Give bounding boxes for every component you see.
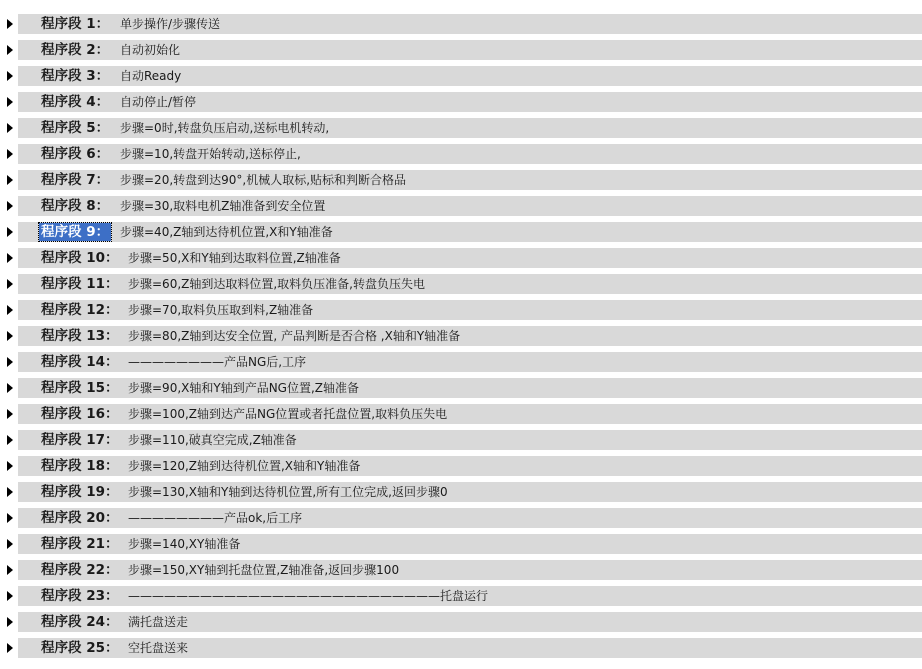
- expand-toggle[interactable]: [0, 326, 18, 346]
- expand-toggle[interactable]: [0, 300, 18, 320]
- network-label[interactable]: 程序段 21：: [41, 536, 119, 552]
- network-row[interactable]: [0, 378, 922, 398]
- network-row[interactable]: [0, 560, 922, 580]
- expand-toggle[interactable]: [0, 170, 18, 190]
- network-label[interactable]: 程序段 2：: [41, 42, 110, 58]
- network-label[interactable]: 程序段 20：: [41, 510, 119, 526]
- triangle-right-icon[interactable]: [7, 201, 13, 211]
- network-title[interactable]: 步骤=150,XY轴到托盘位置,Z轴准备,返回步骤100: [128, 563, 400, 577]
- network-title[interactable]: 步骤=80,Z轴到达安全位置, 产品判断是否合格 ,X轴和Y轴准备: [128, 329, 461, 343]
- expand-toggle[interactable]: [0, 118, 18, 138]
- network-row[interactable]: [0, 40, 922, 60]
- network-label[interactable]: 程序段 25：: [41, 640, 119, 656]
- network-header-bar[interactable]: [18, 196, 922, 216]
- triangle-right-icon[interactable]: [7, 643, 13, 653]
- network-label[interactable]: 程序段 17：: [41, 432, 119, 448]
- expand-toggle[interactable]: [0, 534, 18, 554]
- network-row[interactable]: [0, 326, 922, 346]
- network-header-bar[interactable]: [18, 352, 922, 372]
- expand-toggle[interactable]: [0, 40, 18, 60]
- triangle-right-icon[interactable]: [7, 123, 13, 133]
- network-title[interactable]: ————————产品ok,后工序: [128, 511, 303, 525]
- expand-toggle[interactable]: [0, 404, 18, 424]
- network-title[interactable]: 步骤=120,Z轴到达待机位置,X轴和Y轴准备: [128, 459, 361, 473]
- network-label[interactable]: 程序段 14：: [41, 354, 119, 370]
- network-title[interactable]: 步骤=90,X轴和Y轴到产品NG位置,Z轴准备: [128, 381, 360, 395]
- network-title[interactable]: 满托盘送走: [128, 615, 189, 629]
- network-row[interactable]: [0, 534, 922, 554]
- network-label[interactable]: 程序段 1：: [41, 16, 110, 32]
- network-row[interactable]: [0, 92, 922, 112]
- network-header-bar[interactable]: [18, 66, 922, 86]
- expand-toggle[interactable]: [0, 378, 18, 398]
- network-title[interactable]: 步骤=110,破真空完成,Z轴准备: [128, 433, 297, 447]
- triangle-right-icon[interactable]: [7, 539, 13, 549]
- network-title[interactable]: 单步操作/步骤传送: [120, 17, 221, 31]
- network-label[interactable]: 程序段 8：: [41, 198, 110, 214]
- network-title[interactable]: 步骤=60,Z轴到达取料位置,取料负压准备,转盘负压失电: [128, 277, 425, 291]
- network-title[interactable]: 空托盘送来: [128, 641, 189, 655]
- network-row[interactable]: [0, 274, 922, 294]
- triangle-right-icon[interactable]: [7, 513, 13, 523]
- network-header-bar[interactable]: [18, 248, 922, 268]
- network-header-bar[interactable]: [18, 326, 922, 346]
- expand-toggle[interactable]: [0, 274, 18, 294]
- network-header-bar[interactable]: [18, 144, 922, 164]
- network-label[interactable]: 程序段 23：: [41, 588, 119, 604]
- expand-toggle[interactable]: [0, 638, 18, 658]
- expand-toggle[interactable]: [0, 612, 18, 632]
- network-header-bar[interactable]: [18, 274, 922, 294]
- network-label[interactable]: 程序段 11：: [41, 276, 119, 292]
- network-title[interactable]: 自动停止/暂停: [120, 95, 197, 109]
- triangle-right-icon[interactable]: [7, 97, 13, 107]
- expand-toggle[interactable]: [0, 248, 18, 268]
- triangle-right-icon[interactable]: [7, 435, 13, 445]
- network-title[interactable]: 步骤=10,转盘开始转动,送标停止,: [120, 147, 301, 161]
- expand-toggle[interactable]: [0, 482, 18, 502]
- network-row[interactable]: [0, 170, 922, 190]
- network-label[interactable]: 程序段 16：: [41, 406, 119, 422]
- network-label[interactable]: 程序段 9：: [41, 224, 110, 240]
- expand-toggle[interactable]: [0, 508, 18, 528]
- triangle-right-icon[interactable]: [7, 305, 13, 315]
- triangle-right-icon[interactable]: [7, 45, 13, 55]
- triangle-right-icon[interactable]: [7, 19, 13, 29]
- triangle-right-icon[interactable]: [7, 331, 13, 341]
- network-title[interactable]: 自动初始化: [120, 43, 181, 57]
- expand-toggle[interactable]: [0, 586, 18, 606]
- network-header-bar[interactable]: [18, 430, 922, 450]
- network-header-bar[interactable]: [18, 456, 922, 476]
- network-header-bar[interactable]: [18, 40, 922, 60]
- expand-toggle[interactable]: [0, 14, 18, 34]
- network-header-bar[interactable]: [18, 170, 922, 190]
- triangle-right-icon[interactable]: [7, 71, 13, 81]
- network-header-bar[interactable]: [18, 404, 922, 424]
- network-row[interactable]: [0, 66, 922, 86]
- triangle-right-icon[interactable]: [7, 565, 13, 575]
- network-row[interactable]: [0, 300, 922, 320]
- network-label[interactable]: 程序段 18：: [41, 458, 119, 474]
- triangle-right-icon[interactable]: [7, 487, 13, 497]
- network-label[interactable]: 程序段 15：: [41, 380, 119, 396]
- network-label[interactable]: 程序段 13：: [41, 328, 119, 344]
- triangle-right-icon[interactable]: [7, 149, 13, 159]
- network-title[interactable]: 步骤=20,转盘到达90°,机械人取标,贴标和判断合格品: [120, 173, 407, 187]
- network-label[interactable]: 程序段 22：: [41, 562, 119, 578]
- network-header-bar[interactable]: [18, 586, 922, 606]
- network-row[interactable]: [0, 404, 922, 424]
- network-row[interactable]: [0, 144, 922, 164]
- network-row[interactable]: [0, 222, 922, 242]
- network-label[interactable]: 程序段 3：: [41, 68, 110, 84]
- network-header-bar[interactable]: [18, 300, 922, 320]
- network-header-bar[interactable]: [18, 612, 922, 632]
- network-label[interactable]: 程序段 6：: [41, 146, 110, 162]
- network-header-bar[interactable]: [18, 534, 922, 554]
- network-title[interactable]: 步骤=130,X轴和Y轴到达待机位置,所有工位完成,返回步骤0: [128, 485, 448, 499]
- network-label[interactable]: 程序段 12：: [41, 302, 119, 318]
- network-label[interactable]: 程序段 5：: [41, 120, 110, 136]
- network-row[interactable]: [0, 586, 922, 606]
- network-row[interactable]: [0, 196, 922, 216]
- expand-toggle[interactable]: [0, 92, 18, 112]
- network-row[interactable]: [0, 430, 922, 450]
- triangle-right-icon[interactable]: [7, 591, 13, 601]
- network-title[interactable]: 步骤=70,取料负压取到料,Z轴准备: [128, 303, 314, 317]
- triangle-right-icon[interactable]: [7, 279, 13, 289]
- network-header-bar[interactable]: [18, 560, 922, 580]
- triangle-right-icon[interactable]: [7, 227, 13, 237]
- network-header-bar[interactable]: [18, 222, 922, 242]
- network-header-bar[interactable]: [18, 482, 922, 502]
- expand-toggle[interactable]: [0, 66, 18, 86]
- triangle-right-icon[interactable]: [7, 409, 13, 419]
- expand-toggle[interactable]: [0, 222, 18, 242]
- network-title[interactable]: 步骤=30,取料电机Z轴准备到安全位置: [120, 199, 326, 213]
- network-title[interactable]: 步骤=100,Z轴到达产品NG位置或者托盘位置,取料负压失电: [128, 407, 448, 421]
- triangle-right-icon[interactable]: [7, 175, 13, 185]
- network-label[interactable]: 程序段 24：: [41, 614, 119, 630]
- triangle-right-icon[interactable]: [7, 253, 13, 263]
- expand-toggle[interactable]: [0, 144, 18, 164]
- triangle-right-icon[interactable]: [7, 461, 13, 471]
- triangle-right-icon[interactable]: [7, 383, 13, 393]
- expand-toggle[interactable]: [0, 456, 18, 476]
- network-row[interactable]: [0, 118, 922, 138]
- network-header-bar[interactable]: [18, 508, 922, 528]
- network-row[interactable]: [0, 508, 922, 528]
- network-title[interactable]: ——————————————————————————托盘运行: [128, 589, 489, 603]
- network-title[interactable]: 步骤=50,X和Y轴到达取料位置,Z轴准备: [128, 251, 341, 265]
- network-row[interactable]: [0, 482, 922, 502]
- network-row[interactable]: [0, 456, 922, 476]
- network-title[interactable]: 步骤=140,XY轴准备: [128, 537, 241, 551]
- network-row[interactable]: [0, 248, 922, 268]
- network-row[interactable]: [0, 352, 922, 372]
- network-header-bar[interactable]: [18, 92, 922, 112]
- network-row[interactable]: [0, 612, 922, 632]
- network-row[interactable]: [0, 638, 922, 658]
- network-title[interactable]: 步骤=0时,转盘负压启动,送标电机转动,: [120, 121, 330, 135]
- network-header-bar[interactable]: [18, 118, 922, 138]
- triangle-right-icon[interactable]: [7, 617, 13, 627]
- expand-toggle[interactable]: [0, 560, 18, 580]
- network-label[interactable]: 程序段 4：: [41, 94, 110, 110]
- network-label[interactable]: 程序段 10：: [41, 250, 119, 266]
- triangle-right-icon[interactable]: [7, 357, 13, 367]
- expand-toggle[interactable]: [0, 352, 18, 372]
- network-label[interactable]: 程序段 19：: [41, 484, 119, 500]
- network-title[interactable]: 步骤=40,Z轴到达待机位置,X和Y轴准备: [120, 225, 333, 239]
- network-label[interactable]: 程序段 7：: [41, 172, 110, 188]
- network-header-bar[interactable]: [18, 378, 922, 398]
- expand-toggle[interactable]: [0, 196, 18, 216]
- network-title[interactable]: ————————产品NG后,工序: [128, 355, 307, 369]
- network-title[interactable]: 自动Ready: [120, 69, 182, 83]
- network-header-bar[interactable]: [18, 14, 922, 34]
- network-header-bar[interactable]: [18, 638, 922, 658]
- expand-toggle[interactable]: [0, 430, 18, 450]
- network-row[interactable]: [0, 14, 922, 34]
